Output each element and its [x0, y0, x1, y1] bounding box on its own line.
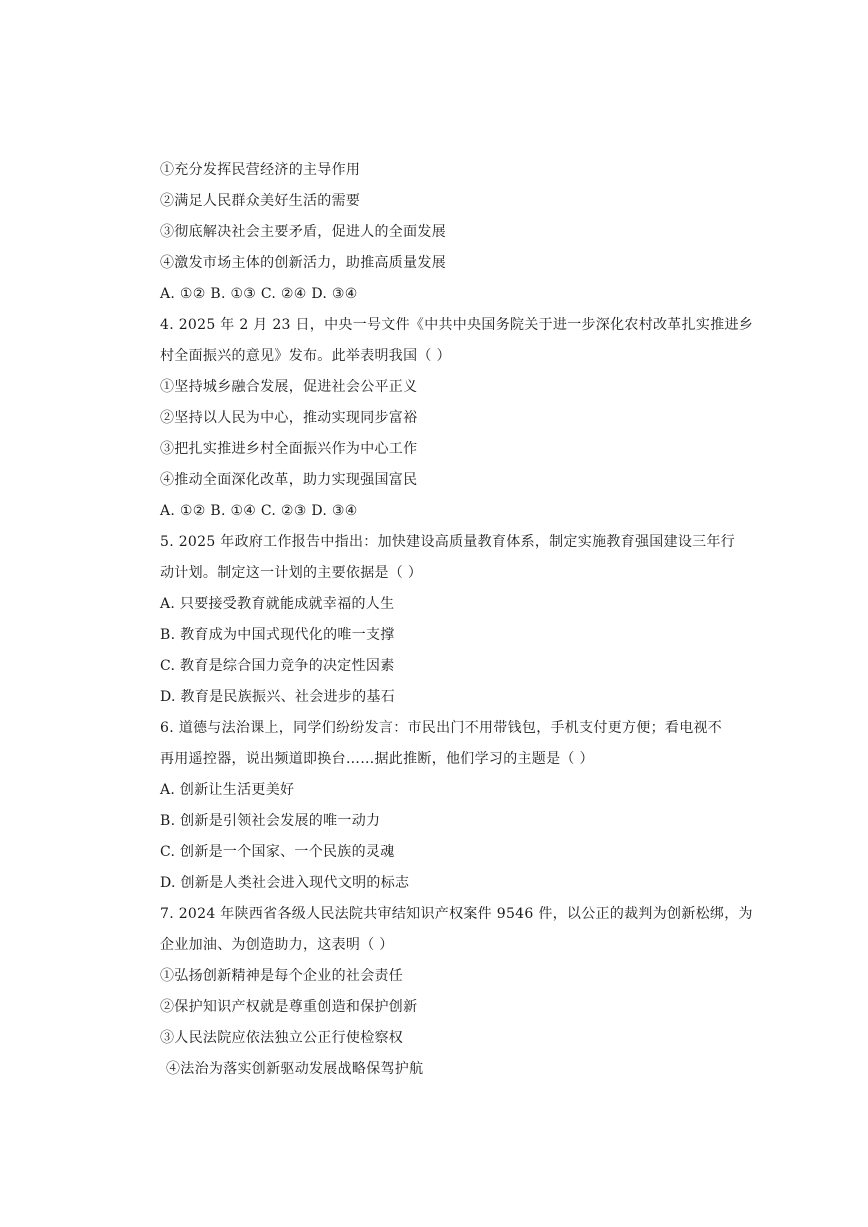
answer-choices: A. ①② B. ①③ C. ②④ D. ③④ — [160, 286, 358, 302]
question-6-stem-cont: 再用遥控器，说出频道即换台……据此推断，他们学习的主题是（ ） — [160, 751, 594, 767]
answer-choices: A. ①② B. ①④ C. ②③ D. ③④ — [160, 503, 358, 519]
option-statement-4: ④激发市场主体的创新活力，助推高质量发展 — [160, 255, 446, 271]
option-statement-2: ②坚持以人民为中心，推动实现同步富裕 — [160, 410, 418, 426]
option-statement-3: ③把扎实推进乡村全面振兴作为中心工作 — [160, 441, 418, 457]
choice-c: C. 创新是一个国家、一个民族的灵魂 — [160, 844, 395, 860]
option-statement-1: ①坚持城乡融合发展，促进社会公平正义 — [160, 379, 418, 395]
choice-d: D. 教育是民族振兴、社会进步的基石 — [160, 689, 396, 705]
choice-a: A. 只要接受教育就能成就幸福的人生 — [160, 596, 395, 612]
option-statement-4: ④法治为落实创新驱动发展战略保驾护航 — [166, 1061, 424, 1077]
option-statement-2: ②保护知识产权就是尊重创造和保护创新 — [160, 999, 418, 1015]
choice-c: C. 教育是综合国力竞争的决定性因素 — [160, 658, 395, 674]
option-statement-3: ③彻底解决社会主要矛盾，促进人的全面发展 — [160, 224, 446, 240]
question-4-stem-cont: 村全面振兴的意见》发布。此举表明我国（ ） — [160, 348, 451, 364]
question-7-stem-cont: 企业加油、为创造助力，这表明（ ） — [160, 937, 394, 953]
choice-a: A. 创新让生活更美好 — [160, 782, 295, 798]
option-statement-1: ①充分发挥民营经济的主导作用 — [160, 162, 361, 178]
option-statement-4: ④推动全面深化改革，助力实现强国富民 — [160, 472, 418, 488]
question-5-stem: 5. 2025 年政府工作报告中指出：加快建设高质量教育体系，制定实施教育强国建设三年行 — [160, 534, 736, 550]
question-7-stem: 7. 2024 年陕西省各级人民法院共审结知识产权案件 9546 件，以公正的裁判为创新松绑，为 — [160, 906, 753, 922]
question-5-stem-cont: 动计划。制定这一计划的主要依据是（ ） — [160, 565, 423, 581]
choice-b: B. 教育成为中国式现代化的唯一支撑 — [160, 627, 395, 643]
option-statement-3: ③人民法院应依法独立公正行使检察权 — [160, 1030, 404, 1046]
choice-b: B. 创新是引领社会发展的唯一动力 — [160, 813, 381, 829]
choice-d: D. 创新是人类社会进入现代文明的标志 — [160, 875, 410, 891]
question-4-stem: 4. 2025 年 2 月 23 日，中央一号文件《中共中央国务院关于进一步深化农村改革扎实推进乡 — [160, 317, 754, 333]
option-statement-1: ①弘扬创新精神是每个企业的社会责任 — [160, 968, 404, 984]
question-6-stem: 6. 道德与法治课上，同学们纷纷发言：市民出门不用带钱包，手机支付更方便；看电视不 — [160, 720, 723, 736]
option-statement-2: ②满足人民群众美好生活的需要 — [160, 193, 361, 209]
